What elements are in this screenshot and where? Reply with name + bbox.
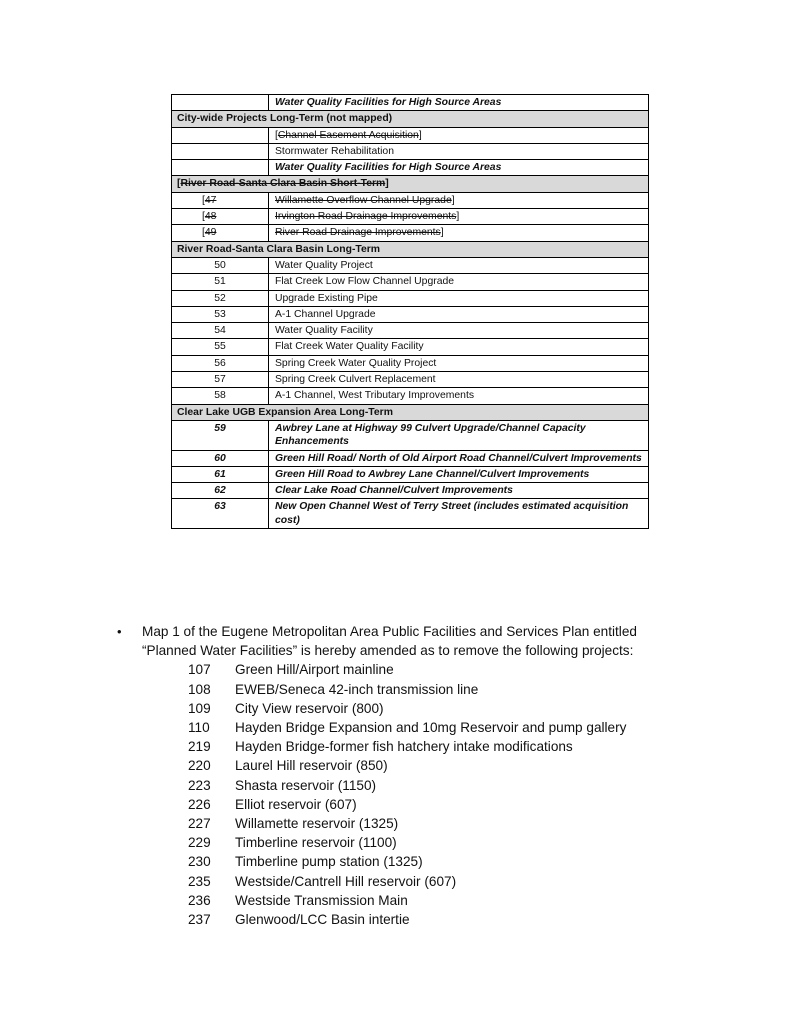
section-title: City-wide Projects Long-Term (not mapped) <box>177 113 393 125</box>
project-number <box>172 355 269 371</box>
project-number <box>172 160 269 176</box>
project-description <box>269 499 649 529</box>
table-row <box>172 274 649 290</box>
project-description-text: Green Hill Road/ North of Old Airport Road Channel/Culvert Improvements <box>275 452 642 464</box>
project-number <box>172 274 269 290</box>
project-number <box>172 143 269 159</box>
project-name: Westside Transmission Main <box>235 892 408 908</box>
bracket-open: [ <box>275 129 278 141</box>
project-description-text: Green Hill Road to Awbrey Lane Channel/Culvert Improvements <box>275 468 590 480</box>
table-row <box>172 127 649 143</box>
water-facilities-bullet <box>117 622 677 929</box>
project-description-text: Awbrey Lane at Highway 99 Culvert Upgrade/Channel Capacity Enhancements <box>275 422 586 448</box>
project-description-text: Channel Easement Acquisition <box>277 129 419 141</box>
list-item <box>188 776 677 795</box>
project-name: Laurel Hill reservoir (850) <box>235 758 388 774</box>
project-name: Elliot reservoir (607) <box>235 796 357 812</box>
bracket-open: [ <box>202 227 205 239</box>
project-description-text: River Road Drainage Improvements <box>275 227 441 239</box>
project-description-text: Clear Lake Road Channel/Culvert Improvements <box>275 485 513 497</box>
bracket-close: ] <box>385 178 389 190</box>
section-title: River Road-Santa Clara Basin Short-Term <box>180 178 386 190</box>
project-description-text: Flat Creek Low Flow Channel Upgrade <box>275 276 455 288</box>
bullet-intro <box>142 622 677 660</box>
list-item <box>188 680 677 699</box>
project-number-value: 49 <box>204 227 217 239</box>
table-row <box>172 499 649 529</box>
bullet-intro-line-2: “Planned Water Facilities” is hereby amended as to remove the following projects: <box>142 643 634 659</box>
project-description-text: New Open Channel West of Terry Street (includes estimated acquisition cost) <box>275 501 629 526</box>
project-name: Willamette reservoir (1325) <box>235 816 399 832</box>
project-number <box>172 209 269 225</box>
project-name: Timberline reservoir (1100) <box>235 835 397 851</box>
project-number-value: 51 <box>214 276 226 288</box>
project-description-text: Upgrade Existing Pipe <box>275 292 378 304</box>
list-item <box>188 795 677 814</box>
project-number: 226 <box>188 796 211 812</box>
project-number <box>172 450 269 466</box>
table-row <box>172 466 649 482</box>
project-number <box>172 225 269 241</box>
project-number <box>172 499 269 529</box>
project-number: 235 <box>188 873 211 889</box>
bracket-close: ] <box>440 227 444 239</box>
section-heading <box>172 241 649 257</box>
project-description <box>269 466 649 482</box>
project-description-text: Stormwater Rehabilitation <box>275 145 394 157</box>
project-number <box>172 127 269 143</box>
project-number <box>172 290 269 306</box>
project-number-value: 59 <box>214 422 226 434</box>
table-section-row <box>172 111 649 127</box>
project-name: Glenwood/LCC Basin intertie <box>235 912 410 928</box>
list-item <box>188 737 677 756</box>
project-number: 227 <box>188 816 211 832</box>
table-row <box>172 323 649 339</box>
project-name: Westside/Cantrell Hill reservoir (607) <box>235 873 457 889</box>
project-description-text: Spring Creek Culvert Replacement <box>275 374 436 386</box>
table-row <box>172 290 649 306</box>
project-number <box>172 372 269 388</box>
project-number <box>172 192 269 208</box>
section-heading <box>172 404 649 420</box>
project-number: 237 <box>188 912 211 928</box>
project-number: 109 <box>188 700 211 716</box>
bracket-close: ] <box>418 129 422 141</box>
project-number <box>172 388 269 404</box>
project-number <box>172 95 269 111</box>
table-row <box>172 209 649 225</box>
table-row <box>172 420 649 450</box>
projects-table <box>171 94 649 529</box>
project-number-value: 58 <box>214 390 226 402</box>
project-number: 223 <box>188 777 211 793</box>
bracket-open: [ <box>177 178 181 190</box>
project-number <box>172 339 269 355</box>
table-row <box>172 450 649 466</box>
project-number <box>172 323 269 339</box>
bullet-symbol: • <box>117 624 122 639</box>
table-row <box>172 192 649 208</box>
project-number: 219 <box>188 739 211 755</box>
bracket-close: ] <box>456 211 460 223</box>
project-number: 107 <box>188 662 211 678</box>
project-description-text: Flat Creek Water Quality Facility <box>275 341 424 353</box>
project-number: 108 <box>188 681 211 697</box>
list-item <box>188 910 677 929</box>
project-number <box>172 306 269 322</box>
table-row <box>172 483 649 499</box>
project-description <box>269 290 649 306</box>
project-number-value: 57 <box>214 374 226 386</box>
list-item <box>188 872 677 891</box>
project-description <box>269 127 649 143</box>
project-name: Shasta reservoir (1150) <box>235 777 377 793</box>
bracket-open: [ <box>202 194 205 206</box>
project-description <box>269 160 649 176</box>
project-description <box>269 355 649 371</box>
table-row <box>172 355 649 371</box>
table-section-row <box>172 404 649 420</box>
project-description-text: A-1 Channel Upgrade <box>275 308 376 320</box>
project-description-text: Water Quality Facility <box>275 325 373 337</box>
project-number-value: 48 <box>204 211 217 223</box>
project-number-value: 56 <box>214 357 226 369</box>
project-number-value: 53 <box>214 308 226 320</box>
project-description <box>269 192 649 208</box>
project-description <box>269 450 649 466</box>
section-title: River Road-Santa Clara Basin Long-Term <box>177 243 381 255</box>
table-row <box>172 160 649 176</box>
project-number <box>172 257 269 273</box>
project-description-text: Water Quality Facilities for High Source Areas <box>275 162 502 174</box>
project-description-text: Water Quality Project <box>275 259 373 271</box>
project-description <box>269 323 649 339</box>
project-number-value: 47 <box>204 194 217 206</box>
project-number-value: 52 <box>214 292 226 304</box>
table-row <box>172 388 649 404</box>
project-number: 110 <box>188 720 210 736</box>
list-item <box>188 756 677 775</box>
project-number-value: 63 <box>214 501 226 513</box>
table-row <box>172 143 649 159</box>
bracket-close: ] <box>451 194 455 206</box>
project-number-value: 55 <box>214 341 226 353</box>
project-description <box>269 420 649 450</box>
list-item <box>188 852 677 871</box>
project-description <box>269 257 649 273</box>
project-description <box>269 306 649 322</box>
table-row <box>172 339 649 355</box>
project-number: 230 <box>188 854 211 870</box>
project-description <box>269 483 649 499</box>
table-row <box>172 372 649 388</box>
list-item <box>188 699 677 718</box>
project-name: City View reservoir (800) <box>235 700 384 716</box>
table-row <box>172 95 649 111</box>
project-number-value: 60 <box>214 452 226 464</box>
project-description <box>269 372 649 388</box>
table-row <box>172 306 649 322</box>
list-item <box>188 833 677 852</box>
project-description <box>269 95 649 111</box>
project-description-text: Irvington Road Drainage Improvements <box>275 211 457 223</box>
project-description <box>269 388 649 404</box>
project-description <box>269 143 649 159</box>
project-number <box>172 466 269 482</box>
project-description <box>269 339 649 355</box>
list-item <box>188 718 677 737</box>
removed-projects-list <box>117 660 677 929</box>
project-number: 236 <box>188 892 211 908</box>
bracket-open: [ <box>202 211 205 223</box>
project-name: Timberline pump station (1325) <box>235 854 423 870</box>
project-number <box>172 420 269 450</box>
project-number <box>172 483 269 499</box>
projects-table-body <box>172 95 649 529</box>
project-description <box>269 225 649 241</box>
list-item <box>188 660 677 679</box>
table-section-row <box>172 241 649 257</box>
project-description <box>269 209 649 225</box>
bullet-intro-line-1: Map 1 of the Eugene Metropolitan Area Public Facilities and Services Plan entitled <box>142 624 637 639</box>
project-description-text: Willamette Overflow Channel Upgrade <box>275 194 452 206</box>
project-description-text: A-1 Channel, West Tributary Improvements <box>275 390 475 402</box>
list-item <box>188 891 677 910</box>
list-item <box>188 814 677 833</box>
project-number: 220 <box>188 758 211 774</box>
project-description-text: Spring Creek Water Quality Project <box>275 357 437 369</box>
section-heading <box>172 111 649 127</box>
section-title: Clear Lake UGB Expansion Area Long-Term <box>177 406 393 418</box>
project-number-value: 54 <box>214 325 226 337</box>
project-number-value: 61 <box>214 468 226 480</box>
section-heading <box>172 176 649 192</box>
project-name: Hayden Bridge Expansion and 10mg Reservoir and pump gallery <box>235 720 627 736</box>
project-number-value: 62 <box>214 485 226 497</box>
project-name: Hayden Bridge-former fish hatchery intake modifications <box>235 739 573 755</box>
project-number-value: 50 <box>214 259 226 271</box>
project-description <box>269 274 649 290</box>
table-row <box>172 257 649 273</box>
project-name: Green Hill/Airport mainline <box>235 662 394 678</box>
table-section-row <box>172 176 649 192</box>
project-description-text: Water Quality Facilities for High Source Areas <box>275 97 502 108</box>
table-row <box>172 225 649 241</box>
project-name: EWEB/Seneca 42-inch transmission line <box>235 681 479 697</box>
project-number: 229 <box>188 835 211 851</box>
